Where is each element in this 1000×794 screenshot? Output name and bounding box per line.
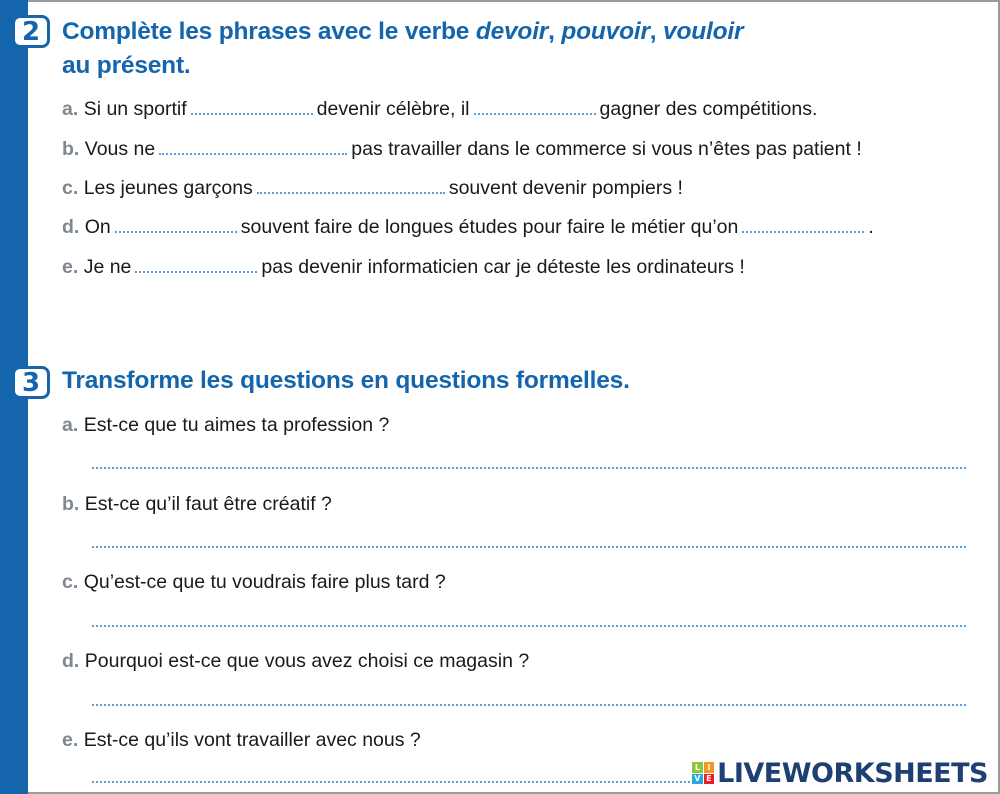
exercise-2-item-d xyxy=(62,215,874,239)
answer-blank[interactable] xyxy=(115,227,237,233)
exercise-2-number-badge xyxy=(12,15,50,48)
answer-blank[interactable] xyxy=(191,109,313,115)
item-letter: a. xyxy=(62,414,79,436)
answer-line-c[interactable] xyxy=(92,625,966,627)
mark-letter: L xyxy=(692,762,703,773)
separator: , xyxy=(649,18,664,45)
answer-line-d[interactable] xyxy=(92,704,966,706)
item-text: Vous ne xyxy=(84,138,156,160)
title-text: Complète les phrases avec le verbe xyxy=(62,18,476,45)
exercise-3-number-badge xyxy=(12,366,50,399)
liveworksheets-mark-icon xyxy=(692,762,714,784)
question-text: Est-ce qu’il faut être créatif ? xyxy=(84,493,332,515)
exercise-2-item-c xyxy=(62,176,683,200)
exercise-3-item-c xyxy=(62,570,446,594)
item-text: pas devenir informaticien car je déteste les ordinateurs ! xyxy=(261,256,745,278)
item-text: Je ne xyxy=(83,256,132,278)
item-letter: e. xyxy=(62,256,79,278)
answer-blank[interactable] xyxy=(474,109,596,115)
item-text: On xyxy=(84,216,111,238)
item-letter: e. xyxy=(62,729,79,751)
item-letter: d. xyxy=(62,216,80,238)
answer-blank[interactable] xyxy=(159,149,347,155)
frame-top-border xyxy=(28,0,1000,2)
mark-letter: E xyxy=(704,774,715,785)
verb-devoir: devoir xyxy=(475,18,549,45)
answer-blank[interactable] xyxy=(742,227,864,233)
exercise-3-item-b xyxy=(62,492,332,516)
item-text: souvent devenir pompiers ! xyxy=(448,177,683,199)
separator: , xyxy=(548,18,562,45)
exercise-2-number: 2 xyxy=(21,16,41,47)
exercise-3-item-d xyxy=(62,649,529,673)
question-text: Est-ce que tu aimes ta profession ? xyxy=(83,414,390,436)
item-text: souvent faire de longues études pour faire le métier qu’on xyxy=(240,216,739,238)
answer-line-b[interactable] xyxy=(92,546,966,548)
title-text-line2: au présent. xyxy=(62,52,191,79)
exercise-2-item-a xyxy=(62,97,817,121)
item-text: Si un sportif xyxy=(83,98,187,120)
item-letter: b. xyxy=(62,138,80,160)
answer-line-a[interactable] xyxy=(92,467,966,469)
item-letter: c. xyxy=(62,571,79,593)
mark-letter: I xyxy=(704,762,715,773)
exercise-2-title xyxy=(62,15,743,83)
exercise-2-item-e xyxy=(62,255,745,279)
liveworksheets-wordmark: LIVEWORKSHEETS xyxy=(717,757,988,789)
item-text: . xyxy=(868,216,874,238)
answer-blank[interactable] xyxy=(135,267,257,273)
item-letter: d. xyxy=(62,650,80,672)
item-text: devenir célèbre, il xyxy=(316,98,470,120)
item-letter: c. xyxy=(62,177,79,199)
question-text: Pourquoi est-ce que vous avez choisi ce magasin ? xyxy=(84,650,530,672)
exercise-3-title: Transforme les questions en questions formelles. xyxy=(62,367,630,394)
question-text: Qu’est-ce que tu voudrais faire plus tard ? xyxy=(83,571,446,593)
verb-vouloir: vouloir xyxy=(663,18,744,45)
exercise-3-item-e xyxy=(62,728,421,752)
item-text: Les jeunes garçons xyxy=(83,177,253,199)
answer-blank[interactable] xyxy=(257,188,445,194)
question-text: Est-ce qu’ils vont travailler avec nous ? xyxy=(83,729,421,751)
exercise-3-number: 3 xyxy=(21,367,41,398)
item-letter: a. xyxy=(62,98,79,120)
exercise-3-item-a xyxy=(62,413,389,437)
item-text: pas travailler dans le commerce si vous n’êtes pas patient ! xyxy=(351,138,862,160)
item-text: gagner des compétitions. xyxy=(599,98,818,120)
exercise-2-item-b xyxy=(62,137,862,161)
liveworksheets-logo xyxy=(690,758,992,788)
item-letter: b. xyxy=(62,493,80,515)
mark-letter: V xyxy=(692,774,703,785)
verb-pouvoir: pouvoir xyxy=(561,18,650,45)
